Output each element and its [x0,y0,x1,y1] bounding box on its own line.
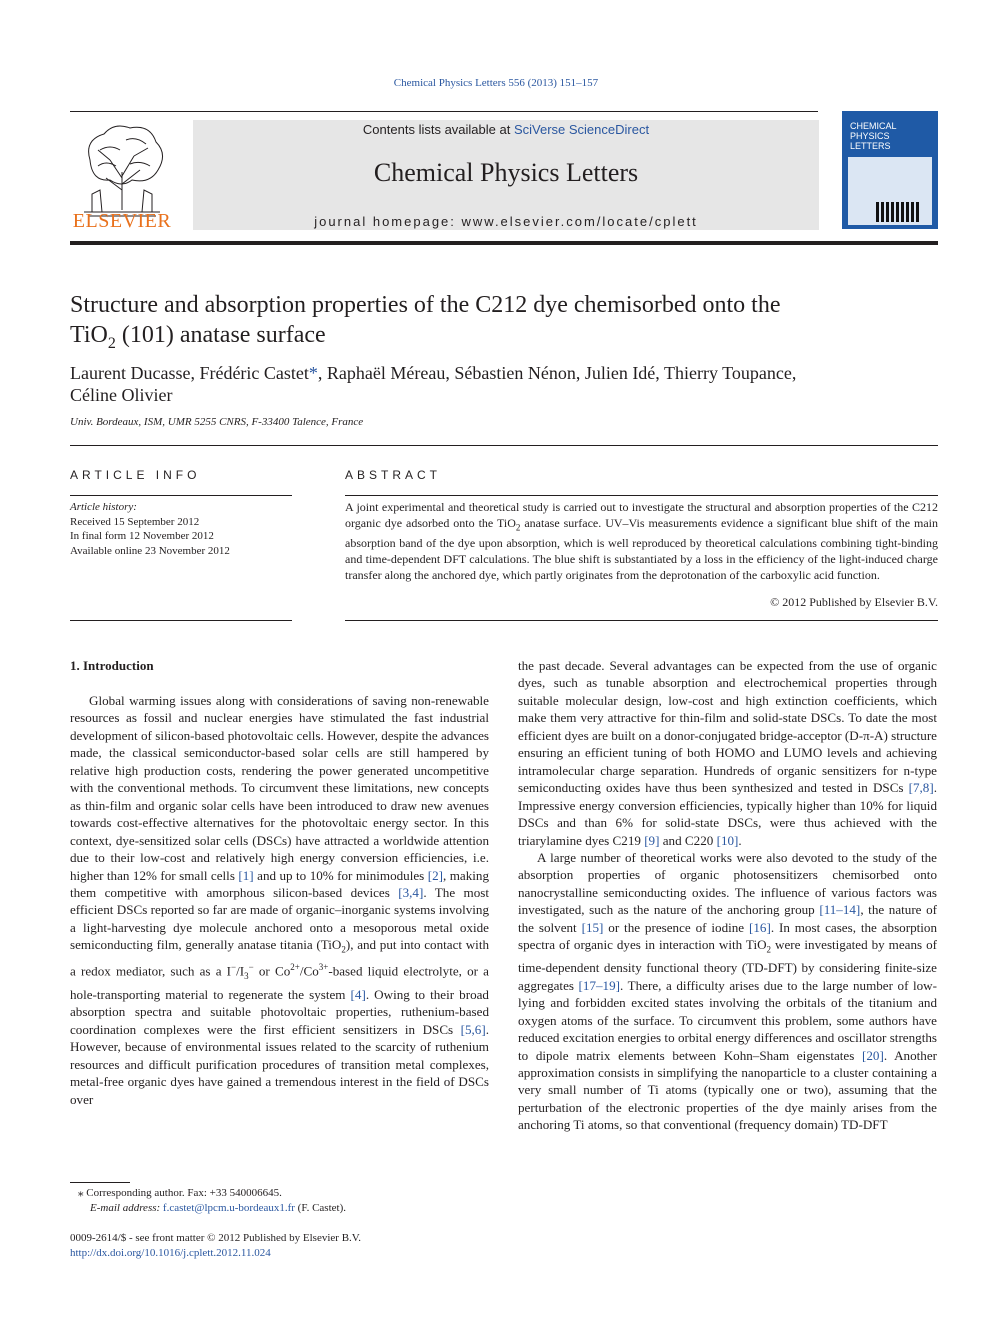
contents-line: Contents lists available at SciVerse ScienceDirect [362,122,650,137]
section-heading-introduction: 1. Introduction [70,658,154,673]
issn-line: 0009-2614/$ - see front matter © 2012 Published by Elsevier B.V. http://dx.doi.org/10.1016/j.cplett.2012.11.024 [70,1231,489,1260]
affiliation: Univ. Bordeaux, ISM, UMR 5255 CNRS, F-33400 Talence, France [70,416,364,428]
cover-barcode-icon [876,202,920,222]
ref-link[interactable]: [16] [748,919,771,935]
ref-link[interactable]: [9] [644,832,660,848]
paragraph: A large number of theoretical works were also devoted to the study of the absorption properties of organic photosensitizers chemisorbed onto nanocrystalline semiconducting oxides. The influence of various factors was investigated, such as the nature of the anchoring group [11–14], the nature of the solvent [15] or the presence of iodine [16]. In most cases, the absorption spectra of organic dyes in interaction with TiO$_2$ were investigated by means of time-dependent density functional theory (TD-DFT) by considering finite-size aggregates [17–19]. There, a difficulty arises due to the large number of low-lying and forbidden excited states involving the orbitals of the titanium and oxygen atoms of the surface. To circumvent this problem, some authors have reduced excitation energies to orbital energy differences and oscillator strengths to dipole matrix elements between Kohn–Sham eigenstates [20]. Another approximation consists in simplifying the nanoparticle to a cluster containing a very small number of Ti atoms (typically one or two), assuming that the perturbation of the electronic properties of the dye mainly arises from the anchoring Ti atoms, so that conventional (frequency domain) TD-DFT [518,849,937,1133]
abstract-heading: ABSTRACT [345,468,442,482]
abstract-copyright: © 2012 Published by Elsevier B.V. [770,595,938,609]
elsevier-logo-text: ELSEVIER [72,210,172,232]
ref-link[interactable]: [1] [238,867,254,883]
header-rule [70,111,818,112]
journal-cover-thumbnail [842,111,938,229]
article-info-rule-top [70,495,292,496]
journal-citation[interactable]: Chemical Physics Letters 556 (2013) 151–157 [393,77,599,89]
body-column-left [70,692,489,1108]
author-list: Laurent Ducasse, Frédéric Castet*, Raphaël Méreau, Sébastien Nénon, Julien Idé, Thierry Toupance, Céline Olivier [70,363,797,405]
sciencedirect-link[interactable]: SciVerse ScienceDirect [513,122,650,137]
corresponding-author-marker[interactable]: * [308,363,318,383]
ref-link[interactable]: [11–14] [819,902,861,918]
ref-link[interactable]: [3,4] [398,884,424,900]
article-history: Article history: Received 15 September 2012 In final form 12 November 2012 Available online 23 November 2012 [70,501,230,557]
abstract-text: A joint experimental and theoretical study is carried out to investigate the structural and absorption properties of the C212 organic dye adsorbed onto the TiO$_2$ anatase surface. UV–Vis measurements evidence a significant blue shift of the main absorption band of the dye upon absorption, which is well reproduced by theoretical calculations combining tight-binding and time-dependent DFT calculations. The blue shift is substantiated by a loss in the efficiency of the light-induced charge transfer along the anchored dye, which partly originates from the deprotonation of the carboxylic acid function. [345,500,938,583]
article-info-heading: ARTICLE INFO [70,468,201,482]
masthead-thick-rule [70,241,938,245]
journal-masthead [193,120,819,230]
ref-link[interactable]: [10] [716,832,739,848]
doi-link[interactable]: http://dx.doi.org/10.1016/j.cplett.2012.11.024 [70,1246,271,1259]
ref-link[interactable]: [15] [581,919,604,935]
footnote-rule [70,1182,130,1183]
cover-title: CHEMICAL PHYSICS LETTERS [850,121,897,151]
ref-link[interactable]: [17–19] [578,977,621,993]
paragraph: Global warming issues along with considerations of saving non-renewable resources as fossil and nuclear energies have stimulated the fast industrial development of silicon-based photovoltaic cells. However, despite the advances made, the classical semiconductor-based solar cells are still hampered by relative high production costs, rendering the power generated uncompetitive with the conventional methods. To circumvent these limitations, new concepts as thin-film and organic solar cells have been introduced to draw new avenues towards cost-effective alternatives for the photovoltaic energy sector. In this context, dye-sensitized solar cells (DSCs) have attracted a worldwide attention due to their low-cost and relatively high energy conversion efficiencies, i.e. higher than 12% for small cells [1] and up to 10% for minimodules [2], making them competitive with amorphous silicon-based devices [3,4]. The most efficient DSCs reported so far are made of organic–inorganic systems involving a light-harvesting dye molecule anchored onto a mesoporous metal oxide semiconducting film, generally anatase titania (TiO$_2$), and put into contact with a redox mediator, such as a $I^-/I_3^-$ or $Co^{2+}/Co^{3+}$-based liquid electrolyte, or a hole-transporting material to regenerate the system [4]. Owing to their broad absorption spectra and suitable photovoltaic properties, ruthenium-based coordination complexes were the first efficient sensitizers in DSCs [5,6]. However, because of environmental issues related to the scarcity of ruthenium resources and difficult purification procedures of transition metal complexes, metal-free organic dyes have gained a tremendous interest in the field of DSCs over [70,693,490,1107]
ref-link[interactable]: [7,8] [908,780,934,796]
journal-homepage[interactable]: journal homepage: www.elsevier.com/locate/cplett [314,214,698,229]
abstract-rule-bottom [345,620,938,621]
article-info-rule-bottom [70,620,292,621]
journal-name: Chemical Physics Letters [373,158,639,187]
paragraph: the past decade. Several advantages can be expected from the use of organic dyes, such as tunable absorption and electrochemical properties through suitable molecular design, low-cost and high extinction coefficients, which make them very attractive for thin-film and solid-state DSCs. To date the most efficient dyes are built on a donor-conjugated bridge-acceptor (D-π-A) structure ensuring an efficient tuning of both HOMO and LUMO levels and achieving intramolecular charge separation. Hundreds of organic sensitizers for n-type semiconducting oxides have thus been synthesized and tested in DSCs [7,8]. Impressive energy conversion efficiencies, typically higher than 10% for liquid DSCs and than 6% for solid-state DSCs, were thus achieved with the triarylamine dyes C219 [9] and C220 [10]. [518,658,937,848]
article-title: Structure and absorption properties of the C212 dye chemisorbed onto the TiO$_2$ (101) anatase surface [70,292,781,352]
body-column-right [518,657,937,1134]
affiliation-rule [70,445,938,446]
author-email-link[interactable]: f.castet@lpcm.u-bordeaux1.fr [162,1202,295,1214]
corresponding-author-footnote: ⁎ Corresponding author. Fax: +33 540006645. E-mail address: f.castet@lpcm.u-bordeaux1.fr (F. Castet). [78,1187,346,1214]
abstract-rule-top [345,495,938,496]
ref-link[interactable]: [5,6] [460,1021,486,1037]
ref-link[interactable]: [4] [350,986,366,1002]
ref-link[interactable]: [2] [427,867,443,883]
ref-link[interactable]: [20] [862,1047,884,1063]
